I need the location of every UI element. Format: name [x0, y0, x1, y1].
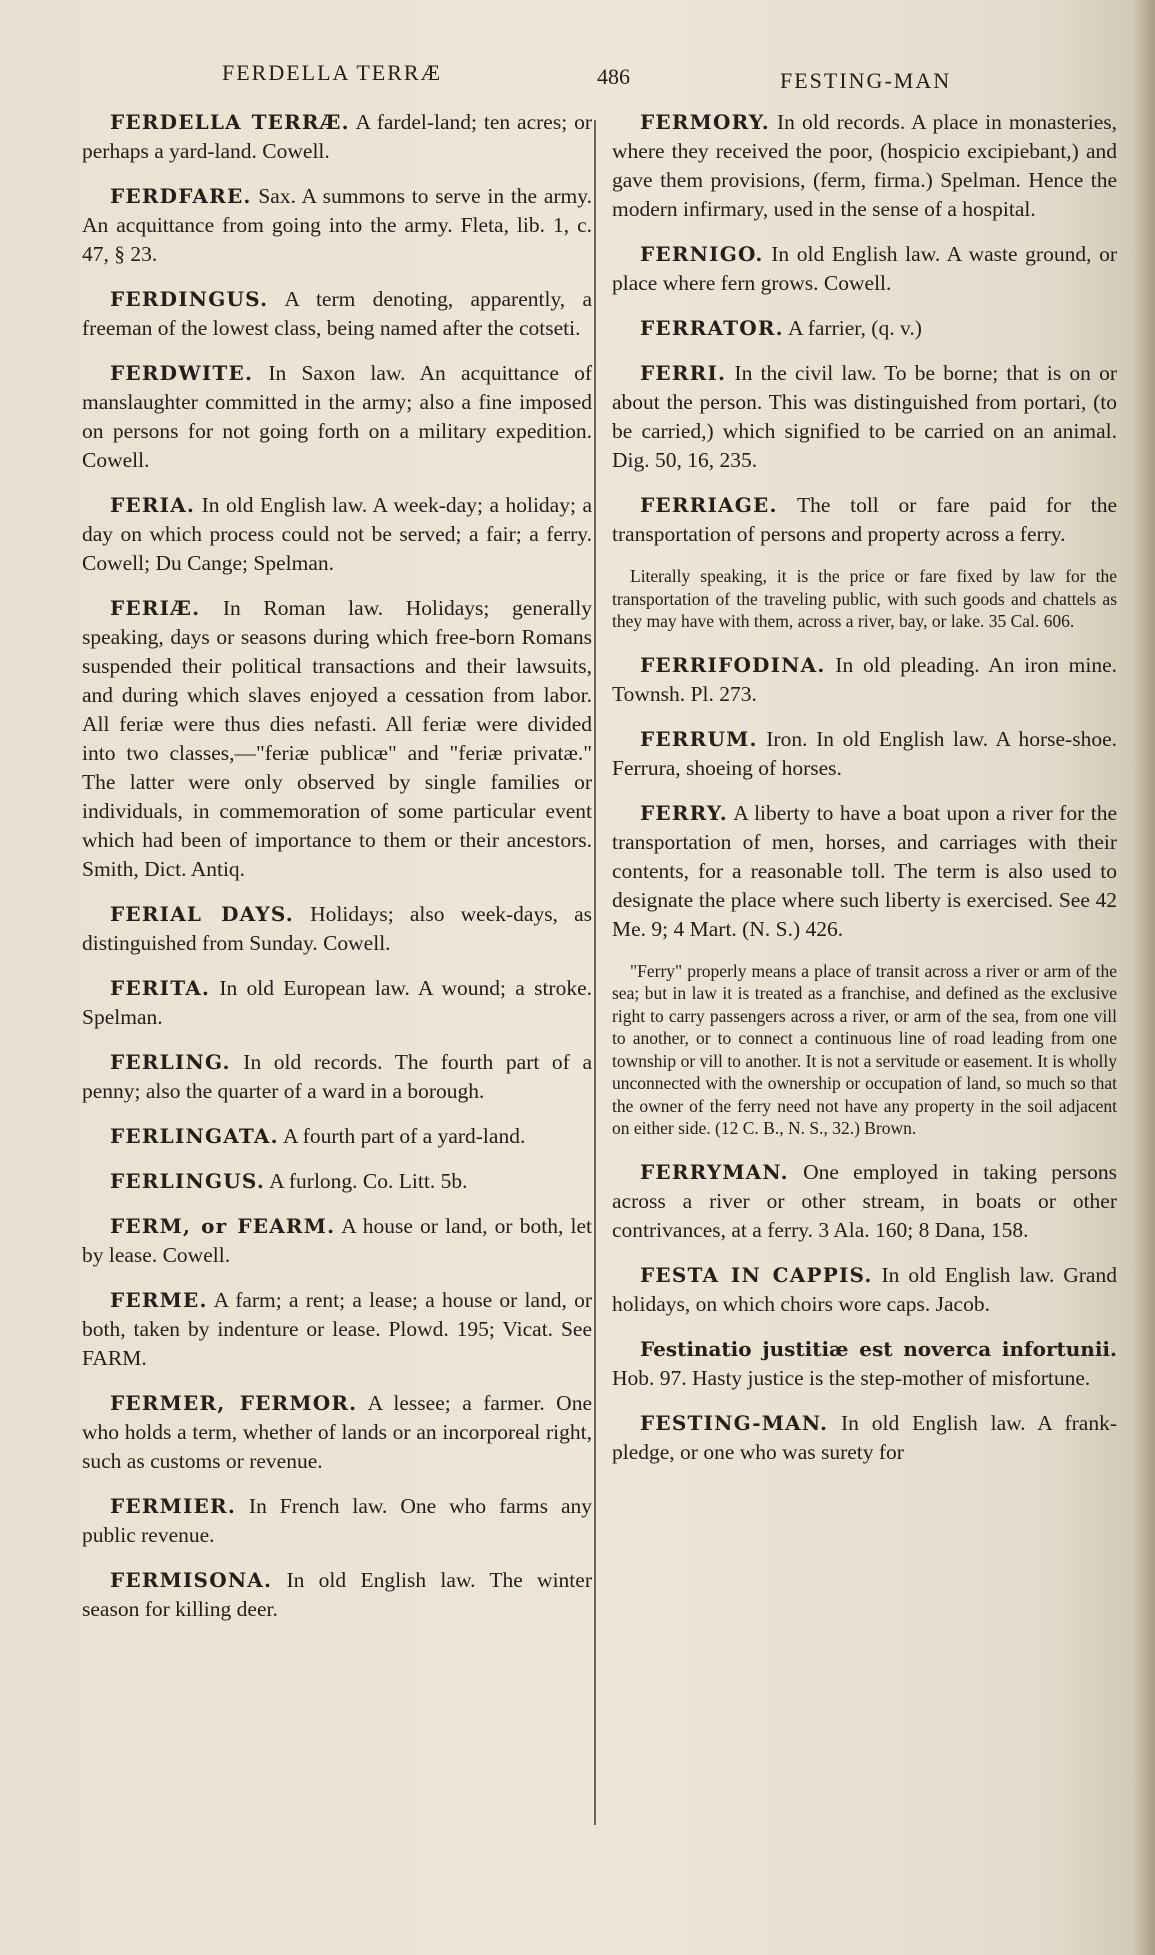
- entry-definition: A house or land, or both, let by lease. Cowell.: [82, 1214, 592, 1267]
- entry-definition: In old pleading. An iron mine. Townsh. Pl. 273.: [612, 652, 1117, 706]
- entry-headword: FERMER, FERMOR.: [110, 1391, 358, 1415]
- entry-headword: FERITA.: [110, 976, 211, 1000]
- entry-definition: A lessee; a farmer. One who holds a term, whether of lands or an incorporeal right, such as customs or revenue.: [82, 1391, 592, 1473]
- entry-headword: FERDFARE.: [110, 184, 252, 208]
- entry-headword: FERRIFODINA.: [640, 652, 826, 677]
- dictionary-entry: [82, 900, 592, 958]
- entry-headword: FERRUM.: [640, 726, 758, 751]
- entry-definition: One employed in taking persons across a river or other stream, in boats or other contrivances, at a ferry. 3 Ala. 160; 8 Dana, 158.: [612, 1159, 1117, 1242]
- entry-headword: FERMISONA.: [110, 1568, 273, 1592]
- dictionary-entry: [612, 960, 1117, 1140]
- dictionary-entry: [612, 799, 1117, 944]
- entry-definition: In old English law. A frank-pledge, or one who was surety for: [612, 1410, 1117, 1464]
- dictionary-entry: [612, 240, 1117, 298]
- entry-headword: FERDELLA TERRÆ.: [110, 110, 350, 134]
- dictionary-entry: [612, 651, 1117, 709]
- page-number: 486: [597, 64, 630, 89]
- entry-headword: FERMORY.: [640, 110, 770, 134]
- entry-definition: The toll or fare paid for the transportation of persons and property across a ferry.: [612, 493, 1117, 546]
- dictionary-entry: [612, 314, 1117, 343]
- entry-headword: FERM, or FEARM.: [110, 1214, 336, 1238]
- maxim-text: Festinatio justitiæ est noverca infortunii.: [640, 1336, 1117, 1361]
- dictionary-entry: [82, 1566, 592, 1624]
- dictionary-entry: [82, 1122, 592, 1151]
- right-column: [612, 108, 1117, 1483]
- entry-headword: FERRIAGE.: [640, 493, 778, 517]
- entry-definition: In old English law. A waste ground, or place where fern grows. Cowell.: [612, 242, 1117, 295]
- dictionary-entry: [82, 1492, 592, 1550]
- entry-definition: In old English law. Grand holidays, on which choirs wore caps. Jacob.: [612, 1262, 1117, 1316]
- page-edge: [1133, 0, 1155, 1955]
- entry-definition: "Ferry" properly means a place of transit across a river or arm of the sea; but in law it is treated as a franchise, and defined as the exclusive right to carry passengers across a river, or arm of the sea, from one vill to another, or to connect a continuous line of road leading from one township or vill to another. It is not a servitude or easement. It is wholly unconnected with the ownership or occupation of land, so much so that the owner of the ferry need not have any property in the soil adjacent on either side. (12 C. B., N. S., 32.) Brown.: [612, 960, 1117, 1138]
- entry-headword: FERRATOR.: [640, 316, 784, 340]
- entry-definition: A furlong. Co. Litt. 5b.: [264, 1169, 468, 1193]
- entry-headword: FERRYMAN.: [640, 1159, 789, 1184]
- dictionary-entry: [82, 594, 592, 884]
- entry-headword: FERIAL DAYS.: [110, 902, 294, 926]
- entry-definition: In French law. One who farms any public revenue.: [82, 1494, 592, 1547]
- entry-definition: In the civil law. To be borne; that is on or about the person. This was distinguished from portari, (to be carried,) which signified to be carried on an animal. Dig. 50, 16, 235.: [612, 361, 1117, 472]
- dictionary-entry: [612, 1261, 1117, 1319]
- entry-definition: In old records. The fourth part of a penny; also the quarter of a ward in a borough.: [82, 1050, 592, 1103]
- entry-headword: FERNIGO.: [640, 242, 764, 266]
- running-head-right: FESTING-MAN: [780, 68, 952, 93]
- entry-definition: In Roman law. Holidays; generally speaking, days or seasons during which free-born Romans suspended their political transactions and their lawsuits, and during which slaves enjoyed a cessation from labor. All feriæ were thus dies nefasti. All feriæ were divided into two classes,—"feriæ publicæ" and "feriæ privatæ." The latter were only observed by single families or individuals, in commemoration of some particular event which had been of importance to them or their ancestors. Smith, Dict. Antiq.: [82, 596, 592, 881]
- entry-definition: In old European law. A wound; a stroke. Spelman.: [82, 976, 592, 1029]
- dictionary-entry: [82, 1167, 592, 1196]
- entry-definition: Sax. A summons to serve in the army. An acquittance from going into the army. Fleta, lib. 1, c. 47, § 23.: [82, 184, 592, 266]
- entry-headword: FERLING.: [110, 1050, 231, 1074]
- dictionary-entry: [612, 1158, 1117, 1245]
- entry-headword: FERRI.: [640, 361, 727, 385]
- running-head-left: FERDELLA TERRÆ: [222, 60, 443, 85]
- entry-definition: Hob. 97. Hasty justice is the step-mother of misfortune.: [612, 1365, 1091, 1390]
- entry-headword: FERIÆ.: [110, 596, 201, 620]
- dictionary-entry: [612, 491, 1117, 549]
- entry-definition: In old English law. The winter season for killing deer.: [82, 1568, 592, 1621]
- dictionary-entry: [82, 182, 592, 269]
- entry-definition: In old records. A place in monasteries, where they received the poor, (hospicio excipiebant,) and gave them provisions, (ferm, firma.) Spelman. Hence the modern infirmary, used in the sense of a hospital.: [612, 110, 1117, 221]
- dictionary-entry: [82, 359, 592, 475]
- entry-headword: FESTING-MAN.: [640, 1410, 829, 1435]
- entry-headword: FERME.: [110, 1288, 208, 1312]
- entry-headword: FERDINGUS.: [110, 287, 269, 311]
- dictionary-entry: [82, 108, 592, 166]
- entry-definition: A fardel-land; ten acres; or perhaps a yard-land. Cowell.: [82, 110, 592, 163]
- entry-headword: FERIA.: [110, 493, 196, 517]
- dictionary-entry: [82, 1212, 592, 1270]
- entry-definition: A liberty to have a boat upon a river for the transportation of men, horses, and carriages with their contents, for a reasonable toll. The term is also used to designate the place where such liberty is exercised. See 42 Me. 9; 4 Mart. (N. S.) 426.: [612, 800, 1117, 941]
- entry-headword: FESTA IN CAPPIS.: [640, 1262, 873, 1287]
- entry-definition: A term denoting, apparently, a freeman of the lowest class, being named after the cotseti.: [82, 287, 592, 340]
- dictionary-entry: [612, 108, 1117, 224]
- entry-headword: FERLINGATA.: [110, 1124, 279, 1148]
- dictionary-entry: [82, 974, 592, 1032]
- dictionary-entry: [612, 565, 1117, 633]
- dictionary-entry: [612, 359, 1117, 475]
- entry-definition: A farrier, (q. v.): [783, 316, 922, 340]
- dictionary-entry: [82, 1389, 592, 1476]
- dictionary-entry: [612, 725, 1117, 783]
- entry-definition: Literally speaking, it is the price or fare fixed by law for the transportation of the traveling public, with such goods and chattels as they may have with them, across a river, bay, or lake. 35 Cal. 606.: [612, 566, 1117, 631]
- entry-headword: FERLINGUS.: [110, 1169, 265, 1193]
- dictionary-entry: [82, 285, 592, 343]
- entry-definition: Holidays; also week-days, as distinguished from Sunday. Cowell.: [82, 902, 592, 955]
- dictionary-entry: [82, 1286, 592, 1373]
- entry-headword: FERDWITE.: [110, 361, 254, 385]
- dictionary-entry: [612, 1335, 1117, 1393]
- entry-headword: FERMIER.: [110, 1494, 236, 1518]
- entry-headword: FERRY.: [640, 800, 728, 825]
- entry-definition: In Saxon law. An acquittance of manslaughter committed in the army; also a fine imposed on persons for not going forth on a military expedition. Cowell.: [82, 361, 592, 472]
- left-column: [82, 108, 592, 1640]
- dictionary-entry: [82, 491, 592, 578]
- column-divider: [594, 120, 596, 1825]
- entry-definition: Iron. In old English law. A horse-shoe. Ferrura, shoeing of horses.: [612, 726, 1117, 780]
- running-head: [0, 54, 1155, 98]
- entry-definition: In old English law. A week-day; a holiday; a day on which process could not be served; a fair; a ferry. Cowell; Du Cange; Spelman.: [82, 493, 592, 575]
- entry-definition: A fourth part of a yard-land.: [278, 1124, 526, 1148]
- entry-definition: A farm; a rent; a lease; a house or land, or both, taken by indenture or lease. Plowd. 195; Vicat. See FARM.: [82, 1288, 592, 1370]
- dictionary-entry: [82, 1048, 592, 1106]
- dictionary-entry: [612, 1409, 1117, 1467]
